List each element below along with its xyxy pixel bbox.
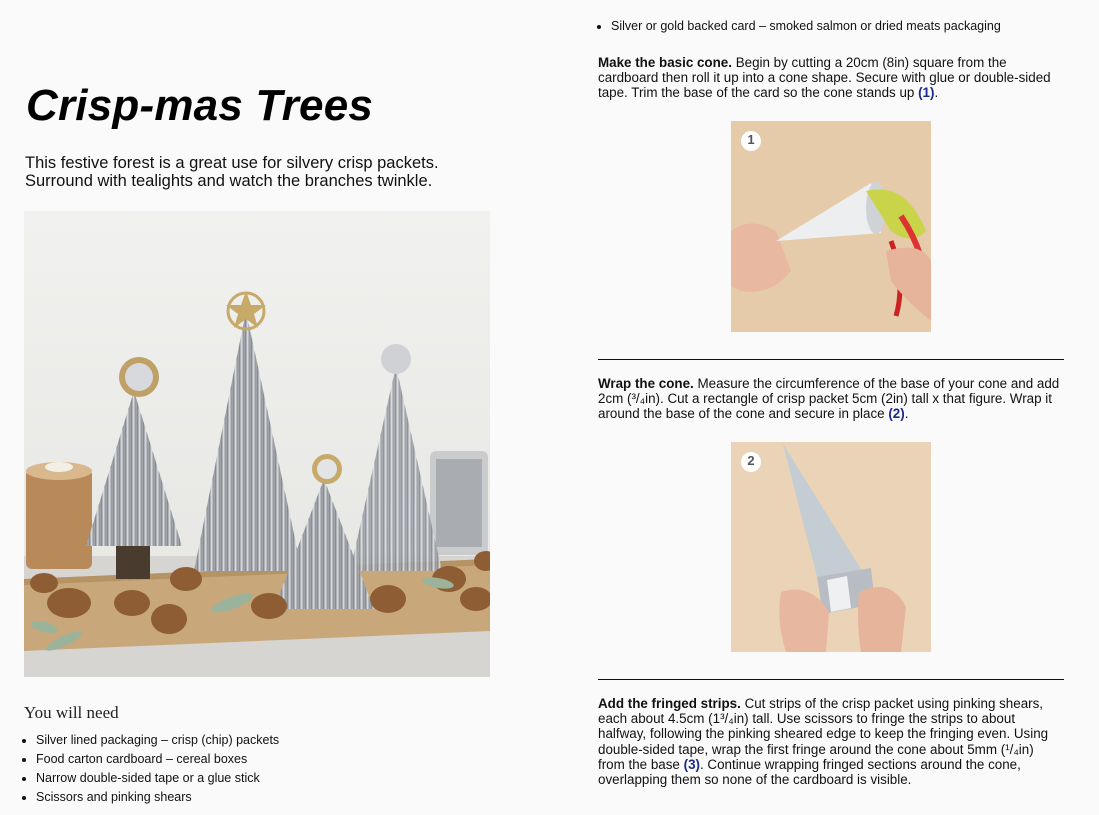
intro-paragraph — [25, 154, 525, 190]
step-3-tail: . Continue wrapping fringed sections around the cone, overlapping them so none of the cardboard is visible. — [598, 756, 1021, 788]
intro-line-2: Surround with tealights and watch the branches twinkle. — [25, 172, 433, 190]
hero-photo-crisp-trees — [24, 211, 490, 677]
step-1-figure-ref: (1) — [918, 85, 935, 101]
step-1-title: Make the basic cone. — [598, 55, 732, 70]
supply-item: • Silver lined packaging – crisp (chip) packets — [36, 731, 279, 750]
step-1-tail: . — [934, 85, 939, 101]
supplies-list — [18, 731, 279, 807]
left-column — [0, 0, 540, 815]
supply-item: • Narrow double-sided tape or a glue stick — [36, 769, 279, 788]
page-title: Crisp-mas Trees — [26, 81, 374, 130]
supply-item: • Scissors and pinking shears — [36, 788, 279, 807]
step-2-text — [598, 376, 1064, 422]
step-3-title: Add the fringed strips. — [598, 696, 741, 711]
right-column — [574, 0, 1099, 815]
supply-item: • Food carton cardboard – cereal boxes — [36, 750, 279, 769]
step-2-title: Wrap the cone. — [598, 376, 694, 391]
step-3-body: Cut strips of the crisp packet using pinking shears, each about 4.5cm (1³/₄in) tall. Use scissors to fringe the strips to about halfway, following the pinking sheared edge to keep the fringing even. Using double-sided tape, wrap the first fringe around the cone about 5mm (¹/₄in) from the base — [598, 696, 1049, 772]
step-1-text — [598, 55, 1064, 101]
step-2-figure-ref: (2) — [888, 406, 905, 422]
step-1-number: 1 — [747, 132, 755, 147]
step-2-number: 2 — [747, 453, 755, 468]
step-3-figure-ref: (3) — [683, 756, 700, 772]
intro-line-1: This festive forest is a great use for silvery crisp packets. — [25, 154, 439, 172]
step-2-photo — [731, 442, 931, 652]
step-2-body: Measure the circumference of the base of your cone and add 2cm (³/₄in). Cut a rectangle of crisp packet 5cm (2in) tall x that figure. Wrap it around the base of the cone and secure in place — [598, 376, 1060, 422]
supplies-list-continued — [593, 17, 1001, 36]
section-divider — [598, 359, 1064, 360]
you-will-need-heading: You will need — [24, 703, 119, 722]
step-3-text — [598, 696, 1064, 787]
step-1-photo — [731, 121, 931, 332]
step-1-body: Begin by cutting a 20cm (8in) square from the cardboard then roll it up into a cone shape. Secure with glue or double-sided tape. Trim the base of the card so the cone stands up — [598, 55, 1051, 101]
supply-item: • Silver or gold backed card – smoked salmon or dried meats packaging — [611, 17, 1001, 36]
section-divider — [598, 679, 1064, 680]
step-2-tail: . — [904, 406, 909, 422]
